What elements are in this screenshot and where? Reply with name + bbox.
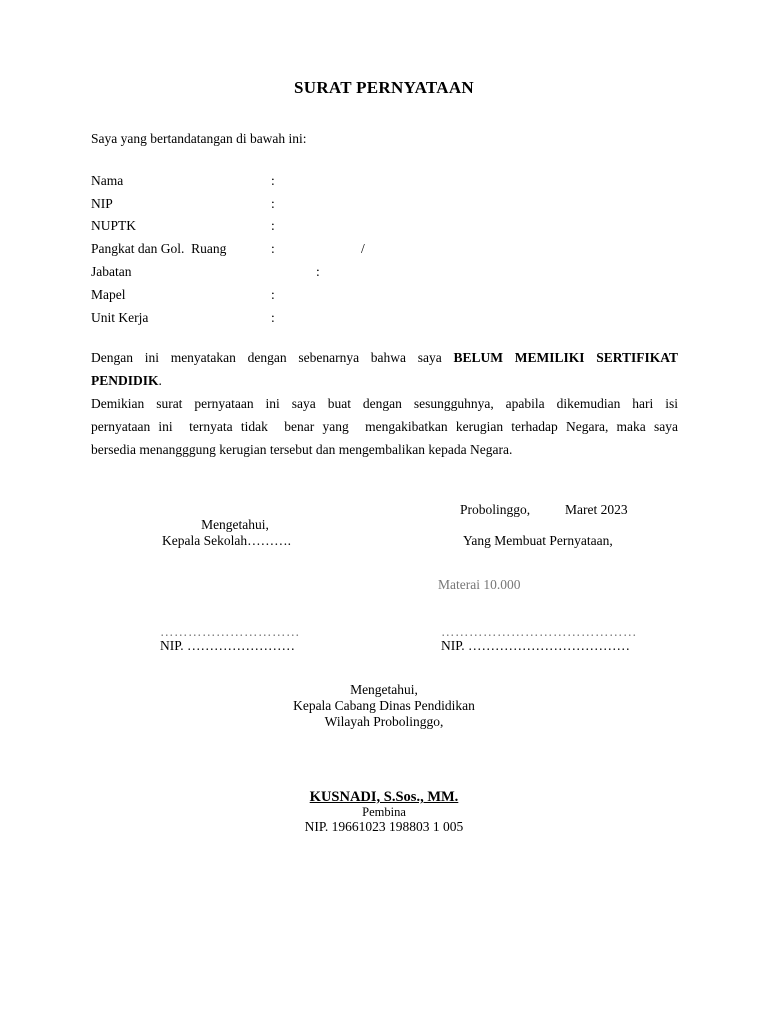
field-label-nuptk: NUPTK [91,218,137,233]
place: Probolinggo, [460,502,531,517]
closing-line-2: pernyataan ini ternyata tidak benar yang mengakibatkan kerugian terhadap Negara, maka saya [91,419,678,434]
right-nip: NIP. ……………………………… [441,638,631,653]
left-nip: NIP. …………………… [160,638,296,653]
document-title: SURAT PERNYATAAN [293,78,475,97]
statement-line-2 [91,369,678,392]
field-colon-nuptk: : [271,218,275,233]
statement-bold-2: PENDIDIK [91,373,159,388]
bottom-role-line-2: Wilayah Probolinggo, [324,714,444,729]
bottom-acknowledge: Mengetahui, [350,682,418,697]
statement-bold-1: BELUM MEMILIKI SERTIFIKAT [453,350,678,365]
left-role: Kepala Sekolah………. [162,533,291,548]
closing-line-3: bersedia menangggung kerugian tersebut dan mengembalikan kepada Negara. [91,442,513,457]
field-label-unit-kerja: Unit Kerja [91,310,149,325]
right-signature-dots: …………………………………… [441,624,637,639]
field-colon-pangkat: : [271,241,275,256]
field-label-pangkat: Pangkat dan Gol. Ruang [91,241,227,256]
right-role: Yang Membuat Pernyataan, [463,533,613,548]
field-colon-mapel: : [271,287,275,302]
statement-paragraph [91,346,678,392]
official-name: KUSNADI, S.Sos., MM. [309,789,459,805]
field-label-jabatan: Jabatan [91,264,132,279]
field-label-nama: Nama [91,173,124,188]
field-colon-jabatan: : [316,264,320,279]
intro-text: Saya yang bertandatangan di bawah ini: [91,131,307,146]
official-rank: Pembina [362,805,406,819]
statement-line-1 [91,346,678,369]
official-nip: NIP. 19661023 198803 1 005 [304,819,464,834]
field-colon-unit-kerja: : [271,310,275,325]
field-slash-pangkat: / [361,241,365,256]
left-signature-dots: ………………………… [160,624,300,639]
statement-end: . [158,373,162,388]
field-colon-nip: : [271,196,275,211]
left-acknowledge: Mengetahui, [201,517,269,532]
date: Maret 2023 [565,502,628,517]
closing-paragraph [91,392,678,461]
field-label-nip: NIP [91,196,113,211]
statement-plain: Dengan ini menyatakan dengan sebenarnya bahwa saya [91,350,442,365]
stamp-placeholder: Materai 10.000 [438,577,521,592]
field-colon-nama: : [271,173,275,188]
closing-line-1: Demikian surat pernyataan ini saya buat dengan sesungguhnya, apabila dikemudian hari isi [91,396,678,411]
field-label-mapel: Mapel [91,287,126,302]
bottom-role-line-1: Kepala Cabang Dinas Pendidikan [293,698,475,713]
